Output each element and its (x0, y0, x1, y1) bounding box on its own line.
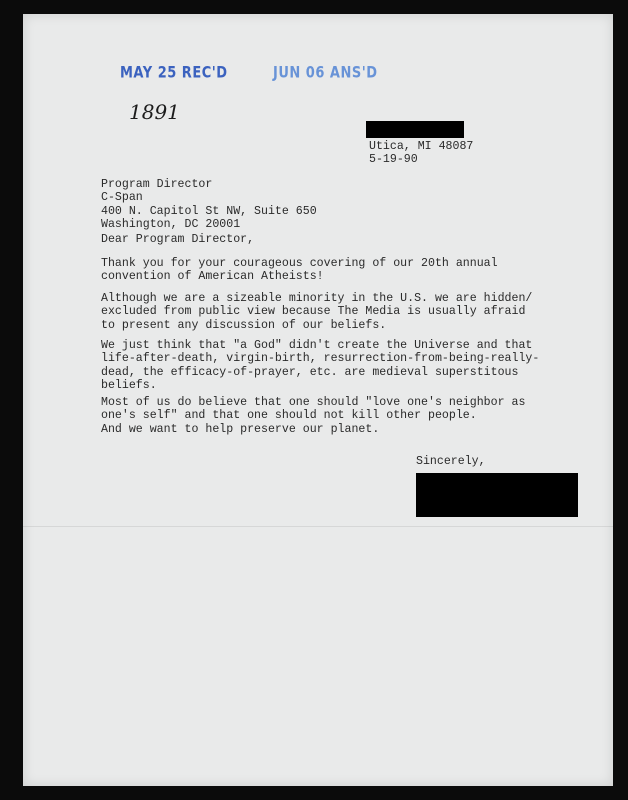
paragraph-line: excluded from public view because The Media is usually afraid (101, 305, 526, 319)
letter-page (23, 14, 613, 786)
answered-date-stamp: JUN 06 ANS'D (273, 64, 378, 83)
recipient-line: Washington, DC 20001 (101, 218, 241, 232)
salutation: Dear Program Director, (101, 233, 255, 246)
paragraph-line: to present any discussion of our beliefs. (101, 318, 387, 332)
recipient-address (101, 178, 317, 232)
paragraph-beliefs (101, 339, 539, 393)
sender-city-line: Utica, MI 48087 (369, 140, 474, 153)
closing: Sincerely, (416, 455, 486, 468)
received-date-stamp: MAY 25 REC'D (120, 64, 228, 83)
redacted-signature (416, 473, 578, 517)
paragraph-line: convention of American Atheists! (101, 270, 324, 284)
paragraph-line: beliefs. (101, 379, 157, 393)
paragraph-line: We just think that "a God" didn't create the Universe and that (101, 339, 533, 352)
paragraph-values (101, 396, 525, 436)
redacted-sender-name (366, 121, 464, 138)
paragraph-line: one's self" and that one should not kill other people. (101, 409, 477, 423)
handwritten-reference-number: 1891 (129, 100, 180, 124)
recipient-line: C-Span (101, 191, 143, 205)
paragraph-line: Most of us do believe that one should "love one's neighbor as (101, 396, 526, 409)
paper-fold-line (23, 526, 613, 527)
sender-address (369, 140, 473, 167)
paragraph-line: Although we are a sizeable minority in the U.S. we are hidden/ (101, 292, 533, 305)
paragraph-line: dead, the efficacy-of-prayer, etc. are medieval superstitous (101, 365, 519, 379)
letter-date: 5-19-90 (369, 153, 418, 167)
paragraph-line: And we want to help preserve our planet. (101, 422, 380, 436)
paragraph-line: life-after-death, virgin-birth, resurrection-from-being-really- (101, 352, 540, 366)
recipient-line: 400 N. Capitol St NW, Suite 650 (101, 204, 317, 218)
paragraph-thanks (101, 257, 498, 284)
paragraph-line: Thank you for your courageous covering of our 20th annual (101, 257, 498, 270)
paragraph-minority (101, 292, 532, 332)
recipient-line: Program Director (101, 178, 213, 191)
